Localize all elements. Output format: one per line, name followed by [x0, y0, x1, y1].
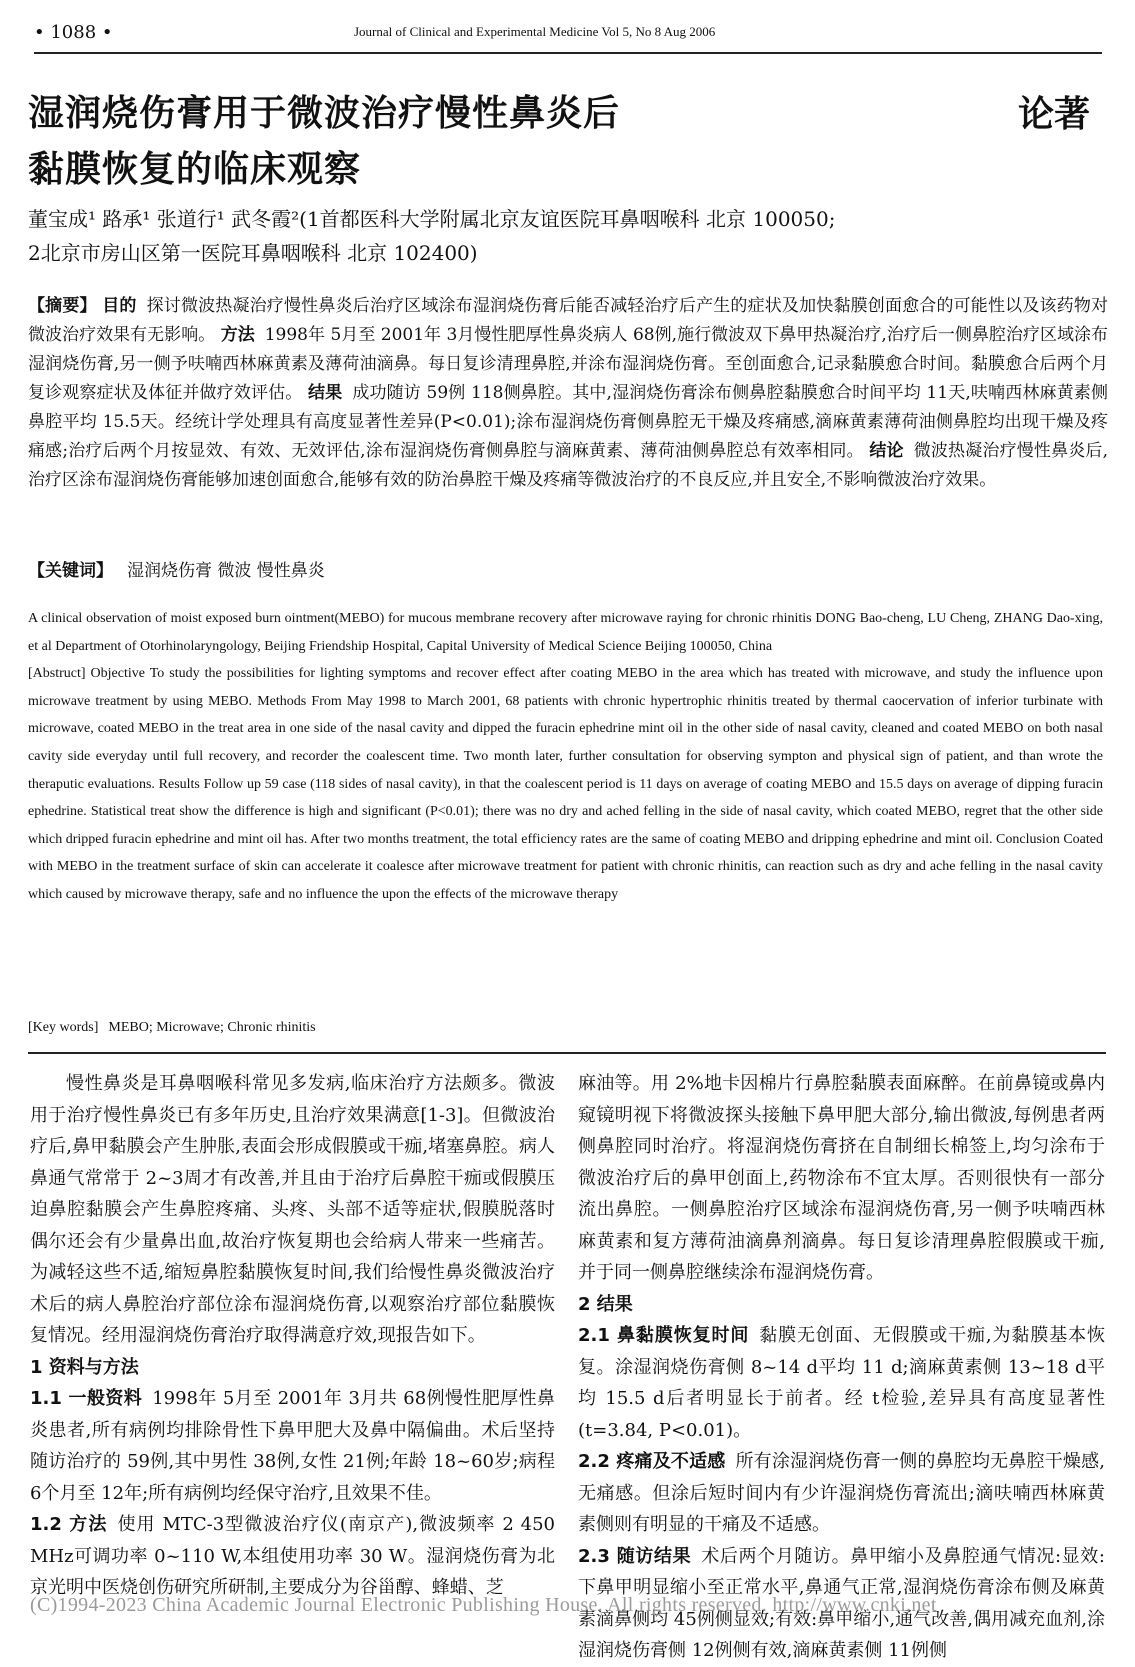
article-type-tag: 论著 [1018, 94, 1091, 135]
abstract-chinese [28, 292, 1108, 495]
keywords-chinese [28, 556, 1108, 581]
intro-paragraph: 慢性鼻炎是耳鼻咽喉科常见多发病,临床治疗方法颇多。微波用于治疗慢性鼻炎已有多年历史,且治疗效果满意[1-3]。但微波治疗后,鼻甲黏膜会产生肿胀,表面会形成假膜或干痂,堵塞鼻腔。病人鼻通气常常于 2~3周才有改善,并且由于治疗后鼻腔干痂或假膜压迫鼻腔黏膜会产生鼻腔疼痛、头疼、头部不适等症状,假膜脱落时偶尔还会有少量鼻出血,故治疗恢复期也会给病人带来一些痛苦。为减轻这些不适,缩短鼻腔黏膜恢复时间,我们给慢性鼻炎微波治疗术后的病人鼻腔治疗部位涂布湿润烧伤膏,以观察治疗部位黏膜恢复情况。经用湿润烧伤膏治疗取得满意疗效,现报告如下。 [30, 1073, 555, 1346]
keywords-english [28, 1020, 316, 1036]
conclusion-label: 结论 [869, 441, 904, 461]
body-column-right [578, 1068, 1105, 1667]
authors-line-2: 2北京市房山区第一医院耳鼻咽喉科 北京 102400) [28, 241, 478, 265]
section-divider [28, 1052, 1106, 1054]
keywords-english-tag: [Key words] [28, 1020, 99, 1035]
conclusion-text: 微波热凝治疗慢性鼻炎后,治疗区涂布湿润烧伤膏能够加速创面愈合,能够有效的防治鼻腔干燥及疼痛等微波治疗的不良反应,并且安全,不影响微波治疗效果。 [28, 441, 1109, 490]
subsection-1-2-text: 使用 MTC-3型微波治疗仪(南京产),微波频率 2 450 MHz可调功率 0~110 W,本组使用功率 30 W。湿润烧伤膏为北京光明中医烧创伤研究所研制,主要成分为谷甾醇、蜂蜡、芝 [30, 1514, 555, 1598]
subsection-1-1-text: 1998年 5月至 2001年 3月共 68例慢性肥厚性鼻炎患者,所有病例均排除骨性下鼻甲肥大及鼻中隔偏曲。术后坚持随访治疗的 59例,其中男性 38例,女性 21例;年龄 18~60岁;病程 6个月至 12年;所有病例均经保守治疗,且效果不佳。 [30, 1388, 556, 1504]
copyright-footer: (C)1994-2023 China Academic Journal Electronic Publishing House. All rights reserved. http://www.cnki.net [30, 1594, 937, 1616]
subsection-1-2 [30, 1509, 555, 1604]
section-heading-1: 1 资料与方法 [30, 1356, 139, 1378]
english-abstract [28, 605, 1103, 909]
objective-text: 探讨微波热凝治疗慢性鼻炎后治疗区域涂布湿润烧伤膏后能否减轻治疗后产生的症状及加快黏膜创面愈合的可能性以及该药物对微波治疗效果有无影响。 [28, 296, 1109, 345]
subsection-2-1-text: 黏膜无创面、无假膜或干痂,为黏膜基本恢复。涂湿润烧伤膏侧 8~14 d平均 11 d;滴麻黄素侧 13~18 d平均 15.5 d后者明显长于前者。经 t检验,差异具有高度显著性(t=3.84, P<0.01)。 [578, 1325, 1105, 1441]
objective-label: 目的 [102, 296, 137, 316]
results-text: 成功随访 59例 118侧鼻腔。其中,湿润烧伤膏涂布侧鼻腔黏膜愈合时间平均 11天,呋喃西林麻黄素侧鼻腔平均 15.5天。经统计学处理具有高度显著性差异(P<0.01);涂布湿润烧伤膏侧鼻腔无干燥及疼痛感,滴麻黄素薄荷油侧鼻腔均出现干燥及疼痛感;治疗后两个月按显效、有效、无效评估,涂布湿润烧伤膏侧鼻腔与滴麻黄素、薄荷油侧鼻腔总有效率相同。 [28, 383, 1109, 461]
keywords-english-text: MEBO; Microwave; Chronic rhinitis [108, 1020, 316, 1035]
english-title-authors: A clinical observation of moist exposed burn ointment(MEBO) for mucous membrane recovery after microwave raying for chronic rhinitis DONG Bao-cheng, LU Cheng, ZHANG Dao-xing, et al Department of Otorhinolaryngology, Beijing Friendship Hospital, Capital University of Medical Science Beijing 100050, China [28, 611, 1103, 654]
section-heading-2: 2 结果 [578, 1293, 633, 1315]
subsection-1-1-label: 1.1 一般资料 [30, 1388, 143, 1409]
results-label: 结果 [308, 383, 343, 403]
title-line-2: 黏膜恢复的临床观察 [28, 149, 362, 190]
subsection-2-2 [578, 1446, 1105, 1541]
keywords-tag: 【关键词】 [28, 561, 113, 581]
methods-label: 方法 [220, 325, 255, 345]
subsection-2-2-text: 所有涂湿润烧伤膏一侧的鼻腔均无鼻腔干燥感,无痛感。但涂后短时间内有少许湿润烧伤膏流出;滴呋喃西林麻黄素侧则有明显的干痛及不适感。 [578, 1451, 1105, 1535]
subsection-2-1-label: 2.1 鼻黏膜恢复时间 [578, 1325, 750, 1346]
subsection-2-3-label: 2.3 随访结果 [578, 1545, 692, 1567]
subsection-2-2-label: 2.2 疼痛及不适感 [578, 1451, 726, 1472]
page-number: • 1088 • [34, 22, 113, 43]
body-column-left [30, 1068, 555, 1604]
header-divider [34, 52, 1102, 54]
keywords-text: 湿润烧伤膏 微波 慢性鼻炎 [127, 561, 325, 581]
running-header [34, 22, 1102, 54]
authors-line-1: 董宝成¹ 路承¹ 张道行¹ 武冬霞²(1首都医科大学附属北京友谊医院耳鼻咽喉科 北京 100050; [28, 207, 836, 231]
article-title [28, 86, 828, 198]
methods-text: 1998年 5月至 2001年 3月慢性肥厚性鼻炎病人 68例,施行微波双下鼻甲热凝治疗,治疗后一侧鼻腔治疗区域涂布湿润烧伤膏,另一侧予呋喃西林麻黄素及薄荷油滴鼻。每日复诊清理鼻腔,并涂布湿润烧伤膏。至创面愈合,记录黏膜愈合时间。黏膜愈合后两个月复诊观察症状及体征并做疗效评估。 [28, 325, 1109, 403]
subsection-1-1 [30, 1383, 555, 1509]
subsection-1-2-label: 1.2 方法 [30, 1514, 108, 1535]
english-abstract-text: [Abstruct] Objective To study the possibilities for lighting symptoms and recover effect after coating MEBO in the area which has treated with microwave, and study the influence upon microwave treatment by using MEBO. Methods From May 1998 to March 2001, 68 patients with chronic hypertrophic rhinitis treated by thermal caocervation of inferior turbinate with microwave, coated MEBO in the treat area in one side of the nasal cavity and dipped the furacin ephedrine mint oil in the other side of nasal cavity, cleaned and coated MEBO on both nasal cavity side everyday until full recovery, and recorder the coalescent time. Two month later, further consultation for observing sympton and physical sign of patient, and than wrote the theraputic evaluations. Results Follow up 59 case (118 sides of nasal cavity), in that the coalescent period is 11 days on average of coating MEBO and 15.5 days on average of dipping furacin ephedrine. Statistical treat show the difference is high and significant (P<0.01); there was no dry and ached felling in the side of nasal cavity, which coated MEBO, regret that the other side which dripped furacin ephedrine and mint oil has. After two months treatment, the total efficiency rates are the same of coating MEBO and dripping ephedrine and mint oil. Conclusion Coated with MEBO in the treatment surface of skin can accelerate it coalesce after microwave treatment for patient with chronic rhinitis, can reaction such as dry and ache felling in the nasal cavity which caused by microwave therapy, safe and no influence the upon the effects of the microwave therapy [28, 666, 1103, 902]
subsection-2-3-text: 术后两个月随访。鼻甲缩小及鼻腔通气情况:显效:下鼻甲明显缩小至正常水平,鼻通气正常,湿润烧伤膏涂布侧及麻黄素滴鼻侧均 45例侧显效;有效:鼻甲缩小,通气改善,偶用减充血剂,涂湿润烧伤膏侧 12例侧有效,滴麻黄素侧 11例侧 [578, 1545, 1105, 1661]
methods-continued: 麻油等。用 2%地卡因棉片行鼻腔黏膜表面麻醉。在前鼻镜或鼻内窥镜明视下将微波探头接触下鼻甲肥大部分,输出微波,每例患者两侧鼻腔同时治疗。将湿润烧伤膏挤在自制细长棉签上,均匀涂布于微波治疗后的鼻甲创面上,药物涂布不宜太厚。否则很快有一部分流出鼻腔。一侧鼻腔治疗区域涂布湿润烧伤膏,另一侧予呋喃西林麻黄素和复方薄荷油滴鼻剂滴鼻。每日复诊清理鼻腔假膜或干痂,并于同一侧鼻腔继续涂布湿润烧伤膏。 [578, 1073, 1105, 1283]
authors-affiliations [28, 202, 1108, 270]
title-line-1: 湿润烧伤膏用于微波治疗慢性鼻炎后 [28, 93, 621, 134]
subsection-2-1 [578, 1320, 1105, 1446]
abstract-tag: 【摘要】 [28, 296, 97, 316]
journal-citation: Journal of Clinical and Experimental Medicine Vol 5, No 8 Aug 2006 [354, 24, 716, 39]
